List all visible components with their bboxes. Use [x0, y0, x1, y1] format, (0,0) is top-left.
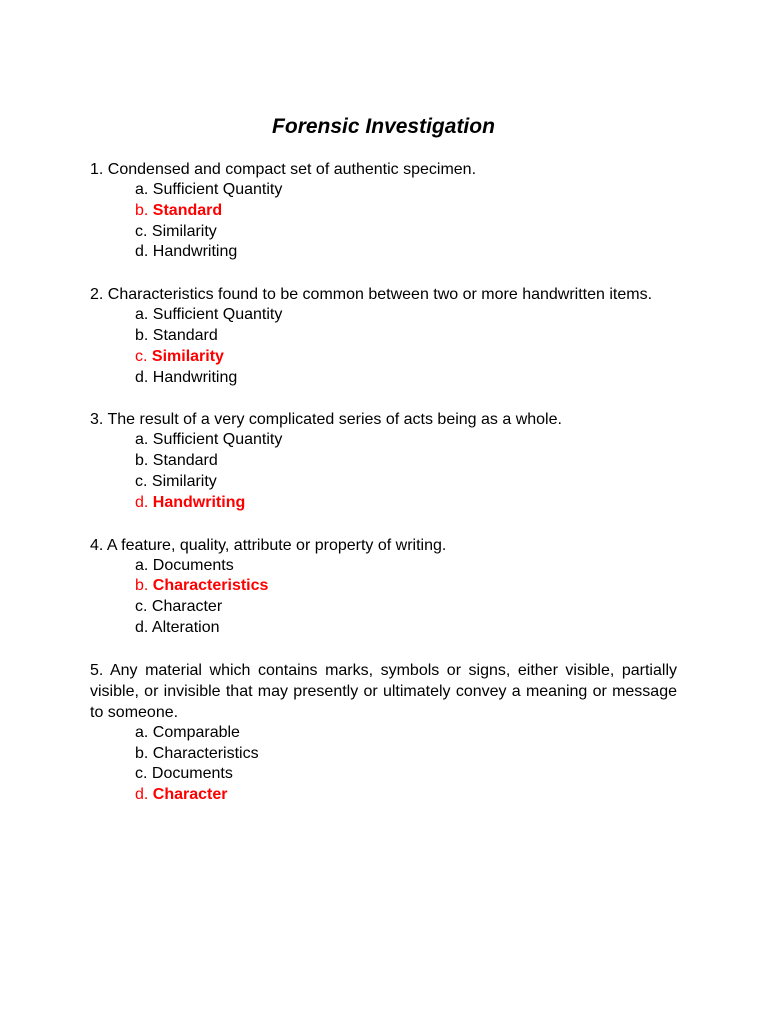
option-text: Alteration	[151, 618, 220, 636]
option-text: Handwriting	[152, 243, 238, 261]
option-list	[90, 430, 677, 513]
option-b	[135, 451, 677, 472]
option-letter: a.	[135, 181, 149, 198]
option-letter: c.	[135, 598, 148, 616]
option-a	[135, 723, 677, 744]
option-list	[90, 723, 677, 806]
option-d	[135, 493, 677, 514]
question-stem: 5. Any material which contains marks, symbols or signs, either visible, partially visible, or invisible that may presently or ultimately convey a meaning or message to someone.	[90, 661, 677, 721]
option-text: Characteristics	[152, 744, 259, 762]
option-letter: b.	[135, 201, 149, 219]
option-text: Standard	[152, 326, 218, 344]
option-letter: c.	[135, 347, 148, 365]
option-c	[135, 764, 677, 785]
option-d	[135, 618, 677, 639]
option-list	[90, 180, 677, 263]
option-letter: d.	[135, 493, 149, 511]
option-list	[90, 556, 677, 639]
option-text: Sufficient Quantity	[152, 181, 283, 198]
option-letter: c.	[135, 222, 148, 240]
option-b	[135, 201, 677, 222]
option-letter: a.	[135, 306, 149, 324]
option-a	[135, 430, 677, 451]
option-letter: c.	[135, 472, 148, 490]
option-letter: a.	[135, 556, 149, 574]
option-b	[135, 326, 677, 347]
option-list	[90, 305, 677, 388]
option-text: Similarity	[151, 222, 217, 240]
question-5	[90, 660, 677, 806]
option-letter: b.	[135, 744, 149, 762]
option-c	[135, 222, 677, 243]
option-text: Handwriting	[152, 368, 238, 386]
option-text: Comparable	[152, 723, 240, 741]
option-text: Character	[151, 598, 223, 616]
option-text: Standard	[152, 452, 218, 470]
option-c	[135, 472, 677, 493]
option-letter: a.	[135, 431, 149, 449]
option-text: Documents	[151, 765, 233, 783]
question-stem: 3. The result of a very complicated series of acts being as a whole.	[90, 411, 562, 429]
option-letter: c.	[135, 765, 148, 783]
question-stem: 1. Condensed and compact set of authentic specimen.	[90, 161, 477, 178]
option-c	[135, 347, 677, 368]
option-letter: d.	[135, 243, 149, 261]
option-text: Documents	[152, 556, 234, 574]
option-letter: b.	[135, 577, 149, 595]
question-1	[90, 159, 677, 263]
option-d	[135, 242, 677, 263]
option-a	[135, 305, 677, 326]
option-letter: b.	[135, 452, 149, 470]
option-letter: d.	[135, 618, 149, 636]
option-b	[135, 576, 677, 597]
option-c	[135, 597, 677, 618]
question-stem: 2. Characteristics found to be common between two or more handwritten items.	[90, 286, 653, 304]
option-letter: a.	[135, 723, 149, 741]
option-d	[135, 785, 677, 806]
option-letter: d.	[135, 786, 149, 804]
document-page	[90, 112, 677, 827]
option-text: Sufficient Quantity	[152, 431, 283, 449]
option-b	[135, 744, 677, 765]
question-4	[90, 535, 677, 639]
option-text: Handwriting	[152, 493, 246, 511]
option-text: Sufficient Quantity	[152, 306, 283, 324]
option-text: Standard	[152, 201, 223, 219]
option-text: Character	[152, 786, 228, 804]
option-a	[135, 180, 677, 201]
option-a	[135, 556, 677, 577]
question-3	[90, 409, 677, 513]
option-text: Characteristics	[152, 577, 269, 595]
option-letter: b.	[135, 326, 149, 344]
option-text: Similarity	[151, 347, 224, 365]
question-stem: 4. A feature, quality, attribute or property of writing.	[90, 536, 447, 554]
option-letter: d.	[135, 368, 149, 386]
question-2	[90, 284, 677, 388]
document-title: Forensic Investigation	[272, 115, 495, 138]
option-text: Similarity	[151, 472, 217, 490]
option-d	[135, 368, 677, 389]
